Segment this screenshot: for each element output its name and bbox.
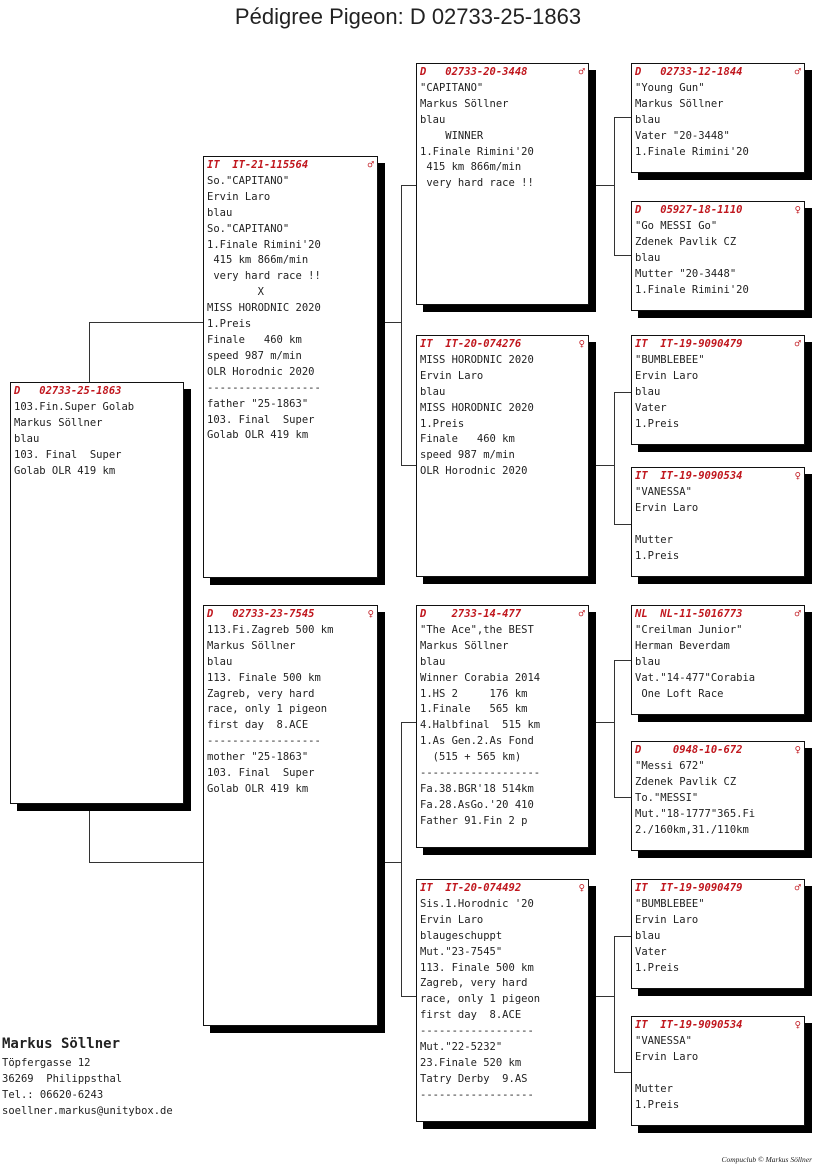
connector-line <box>614 660 632 661</box>
pedigree-line: Winner Corabia 2014 <box>420 671 541 684</box>
ring-number: IT IT-19-9090479 <box>635 338 743 350</box>
pedigree-line: 1.Finale Rimini'20 <box>207 238 321 251</box>
pedigree-line: blau <box>635 113 661 126</box>
pedigree-line: ------------------ <box>420 1025 534 1038</box>
ring-number: NL NL-11-5016773 <box>635 608 743 620</box>
ring-number: IT IT-19-9090534 <box>635 470 743 482</box>
pedigree-line: 1.Preis <box>635 549 680 562</box>
pedigree-line: blau <box>420 385 446 398</box>
ring-number: D 0948-10-672 <box>635 744 743 756</box>
sex-symbol-icon: ♀ <box>794 204 801 216</box>
pedigree-line: "BUMBLEBEE" <box>635 353 705 366</box>
pedigree-line: Zagreb, very hard <box>420 977 528 990</box>
pedigree-line: blau <box>420 113 446 126</box>
pedigree-line: MISS HORODNIC 2020 <box>420 353 534 366</box>
ring-number: D 05927-18-1110 <box>635 204 743 216</box>
pedigree-line: Mut."18-1777"365.Fi <box>635 807 756 820</box>
pedigree-line: Golab OLR 419 km <box>207 429 309 442</box>
pedigree-line: Vat."14-477"Corabia <box>635 671 756 684</box>
pedigree-line: Ervin Laro <box>420 913 484 926</box>
pedigree-line: X <box>207 286 264 299</box>
pedigree-line: blau <box>14 432 40 445</box>
pedigree-line: Markus Söllner <box>420 639 509 652</box>
connector-line <box>590 996 614 997</box>
connector-line <box>401 185 402 465</box>
pedigree-line: very hard race !! <box>207 270 321 283</box>
pedigree-line: MISS HORODNIC 2020 <box>207 302 321 315</box>
connector-line <box>614 1072 632 1073</box>
pedigree-line: 1.Finale Rimini'20 <box>420 145 534 158</box>
pedigree-card-mff <box>631 605 805 715</box>
pedigree-line: Tatry Derby 9.AS <box>420 1072 528 1085</box>
pedigree-line: race, only 1 pigeon <box>207 703 328 716</box>
pedigree-line: 415 km 866m/min <box>420 161 522 174</box>
pedigree-line: 1.Finale 565 km <box>420 703 528 716</box>
pedigree-line: 415 km 866m/min <box>207 254 309 267</box>
sex-symbol-icon: ♀ <box>578 882 585 894</box>
sex-symbol-icon: ♀ <box>578 338 585 350</box>
pedigree-line: Ervin Laro <box>207 190 271 203</box>
sex-symbol-icon: ♂ <box>794 882 801 894</box>
pedigree-line <box>635 1066 801 1082</box>
ring-number: IT IT-19-9090479 <box>635 882 743 894</box>
sex-symbol-icon: ♂ <box>578 608 585 620</box>
pedigree-line: 113. Finale 500 km <box>420 961 534 974</box>
sex-symbol-icon: ♂ <box>578 66 585 78</box>
ring-number: D 02733-12-1844 <box>635 66 743 78</box>
owner-email: soellner.markus@unitybox.de <box>2 1105 173 1117</box>
sex-symbol-icon: ♀ <box>794 744 801 756</box>
pedigree-line: Zdenek Pavlik CZ <box>635 775 737 788</box>
connector-line <box>89 862 204 863</box>
pedigree-line: One Loft Race <box>635 687 724 700</box>
pedigree-card-mother <box>203 605 378 1026</box>
pedigree-line: 1.Preis <box>635 961 680 974</box>
pedigree-line: Mutter <box>635 1082 673 1095</box>
pedigree-line: Ervin Laro <box>420 369 484 382</box>
ring-number: IT IT-20-074492 <box>420 882 522 894</box>
pedigree-line: blau <box>635 251 661 264</box>
pedigree-line: Fa.28.AsGo.'20 410 <box>420 798 534 811</box>
pedigree-line: So."CAPITANO" <box>207 174 290 187</box>
pedigree-card-fmm <box>631 467 805 577</box>
pedigree-line: ------------------ <box>420 1088 534 1101</box>
pedigree-card-ffm <box>631 201 805 311</box>
connector-line <box>89 322 204 323</box>
pedigree-line: 103. Final Super <box>207 413 315 426</box>
pedigree-card-father <box>203 156 378 578</box>
pedigree-card-mmf <box>631 879 805 989</box>
connector-line <box>590 465 614 466</box>
pedigree-line: Mutter "20-3448" <box>635 267 737 280</box>
pedigree-line: Ervin Laro <box>635 913 699 926</box>
ring-number: D 02733-20-3448 <box>420 66 528 78</box>
pedigree-line: "VANESSA" <box>635 1034 692 1047</box>
ring-number: IT IT-21-115564 <box>207 159 309 171</box>
pedigree-line: To."MESSI" <box>635 791 699 804</box>
connector-line <box>590 722 614 723</box>
pedigree-line: (515 + 565 km) <box>420 751 522 764</box>
ring-number: IT IT-19-9090534 <box>635 1019 743 1031</box>
pedigree-card-subject <box>10 382 184 804</box>
sex-symbol-icon: ♂ <box>367 159 374 171</box>
pedigree-line: Herman Beverdam <box>635 639 730 652</box>
pedigree-line: Golab OLR 419 km <box>14 464 116 477</box>
pedigree-line <box>635 517 801 533</box>
connector-line <box>614 255 632 256</box>
pedigree-line: Vater "20-3448" <box>635 129 730 142</box>
owner-name: Markus Söllner <box>2 1036 121 1052</box>
pedigree-line: Vater <box>635 401 667 414</box>
owner-phone: Tel.: 06620-6243 <box>2 1089 104 1101</box>
connector-line <box>614 936 632 937</box>
pedigree-line: Finale 460 km <box>420 433 515 446</box>
sex-symbol-icon: ♂ <box>794 66 801 78</box>
pedigree-line: Sis.1.Horodnic '20 <box>420 897 534 910</box>
pedigree-line: Ervin Laro <box>635 1050 699 1063</box>
connector-line <box>401 996 417 997</box>
sex-symbol-icon: ♂ <box>794 338 801 350</box>
sex-symbol-icon: ♀ <box>367 608 374 620</box>
sex-symbol-icon: ♂ <box>794 608 801 620</box>
pedigree-line: 1.HS 2 176 km <box>420 687 528 700</box>
pedigree-line: first day 8.ACE <box>207 719 309 732</box>
pedigree-card-mother-father <box>416 605 589 848</box>
pedigree-line: MISS HORODNIC 2020 <box>420 401 534 414</box>
pedigree-line: 23.Finale 520 km <box>420 1056 522 1069</box>
pedigree-line: 103. Final Super <box>207 767 315 780</box>
pedigree-line: Finale 460 km <box>207 333 302 346</box>
pedigree-card-father-father <box>416 63 589 305</box>
connector-line <box>614 392 615 524</box>
pedigree-line: ------------------- <box>420 767 541 780</box>
pedigree-card-mfm <box>631 741 805 851</box>
pedigree-line: Markus Söllner <box>207 639 296 652</box>
pedigree-line: "BUMBLEBEE" <box>635 897 705 910</box>
ring-number: D 2733-14-477 <box>420 608 522 620</box>
pedigree-line: "VANESSA" <box>635 485 692 498</box>
pedigree-line: Mut."23-7545" <box>420 945 503 958</box>
connector-line <box>379 322 401 323</box>
pedigree-card-fmf <box>631 335 805 445</box>
pedigree-line: WINNER <box>420 129 484 142</box>
pedigree-line: blau <box>635 385 661 398</box>
connector-line <box>614 392 632 393</box>
pedigree-line: Mutter <box>635 533 673 546</box>
connector-line <box>379 862 401 863</box>
ring-number: D 02733-25-1863 <box>14 385 122 397</box>
connector-line <box>590 185 614 186</box>
pedigree-line: Markus Söllner <box>420 97 509 110</box>
pedigree-line: ------------------ <box>207 381 321 394</box>
pedigree-line: father "25-1863" <box>207 397 309 410</box>
pedigree-line: race, only 1 pigeon <box>420 993 541 1006</box>
connector-line <box>89 322 90 382</box>
pedigree-line: "Messi 672" <box>635 759 705 772</box>
owner-address <box>2 1033 173 1119</box>
pedigree-line: Markus Söllner <box>14 416 103 429</box>
pedigree-line: 1.Preis <box>420 417 465 430</box>
pedigree-line: "Go MESSI Go" <box>635 219 718 232</box>
connector-line <box>401 722 402 997</box>
pedigree-line: "CAPITANO" <box>420 81 484 94</box>
pedigree-line: very hard race !! <box>420 177 534 190</box>
pedigree-line: OLR Horodnic 2020 <box>207 365 315 378</box>
pedigree-line: ------------------ <box>207 735 321 748</box>
pedigree-line: Vater <box>635 945 667 958</box>
pedigree-line: 4.Halbfinal 515 km <box>420 719 541 732</box>
connector-line <box>401 465 417 466</box>
owner-city: 36269 Philippsthal <box>2 1073 123 1085</box>
pedigree-line: speed 987 m/min <box>420 449 515 462</box>
pedigree-line: speed 987 m/min <box>207 349 302 362</box>
pedigree-line: 113. Finale 500 km <box>207 671 321 684</box>
pedigree-line: Ervin Laro <box>635 501 699 514</box>
pedigree-line: blaugeschuppt <box>420 929 503 942</box>
footer-credit: Compuclub © Markus Söllner <box>721 1155 812 1164</box>
pedigree-card-father-mother <box>416 335 589 577</box>
pedigree-line: blau <box>207 206 233 219</box>
pedigree-line: "Young Gun" <box>635 81 705 94</box>
connector-line <box>614 117 632 118</box>
page-title: Pédigree Pigeon: D 02733-25-1863 <box>234 4 582 29</box>
connector-line <box>89 805 90 863</box>
pedigree-line: 2./160km,31./110km <box>635 823 749 836</box>
pedigree-line: Mut."22-5232" <box>420 1041 503 1054</box>
connector-line <box>401 185 417 186</box>
connector-line <box>614 797 632 798</box>
connector-line <box>614 117 615 255</box>
pedigree-line: OLR Horodnic 2020 <box>420 465 528 478</box>
pedigree-card-mmm <box>631 1016 805 1126</box>
pedigree-line: 1.Preis <box>635 1098 680 1111</box>
pedigree-line: blau <box>207 655 233 668</box>
connector-line <box>614 524 632 525</box>
sex-symbol-icon: ♀ <box>794 1019 801 1031</box>
pedigree-line: Fa.38.BGR'18 514km <box>420 782 534 795</box>
pedigree-line: mother "25-1863" <box>207 751 309 764</box>
pedigree-line: Markus Söllner <box>635 97 724 110</box>
pedigree-line: 1.Preis <box>207 318 252 331</box>
connector-line <box>401 722 417 723</box>
connector-line <box>614 936 615 1072</box>
pedigree-line: 1.As Gen.2.As Fond <box>420 735 534 748</box>
connector-line <box>614 660 615 797</box>
pedigree-line: Father 91.Fin 2 p <box>420 814 528 827</box>
pedigree-line: Golab OLR 419 km <box>207 782 309 795</box>
pedigree-line: "The Ace",the BEST <box>420 623 534 636</box>
pedigree-line: 103.Fin.Super Golab <box>14 400 135 413</box>
pedigree-line: first day 8.ACE <box>420 1009 522 1022</box>
owner-street: Töpfergasse 12 <box>2 1057 91 1069</box>
pedigree-line: blau <box>420 655 446 668</box>
pedigree-line: 1.Preis <box>635 417 680 430</box>
pedigree-line: So."CAPITANO" <box>207 222 290 235</box>
pedigree-line: Zagreb, very hard <box>207 687 315 700</box>
sex-symbol-icon: ♀ <box>794 470 801 482</box>
pedigree-line: blau <box>635 655 661 668</box>
pedigree-line: Zdenek Pavlik CZ <box>635 235 737 248</box>
ring-number: D 02733-23-7545 <box>207 608 315 620</box>
pedigree-line: 1.Finale Rimini'20 <box>635 283 749 296</box>
pedigree-line: 113.Fi.Zagreb 500 km <box>207 623 334 636</box>
pedigree-line: 103. Final Super <box>14 448 122 461</box>
ring-number: IT IT-20-074276 <box>420 338 522 350</box>
pedigree-line: Ervin Laro <box>635 369 699 382</box>
pedigree-line: 1.Finale Rimini'20 <box>635 145 749 158</box>
pedigree-line: blau <box>635 929 661 942</box>
pedigree-card-mother-mother <box>416 879 589 1122</box>
pedigree-line: "Creilman Junior" <box>635 623 743 636</box>
pedigree-card-fff <box>631 63 805 173</box>
